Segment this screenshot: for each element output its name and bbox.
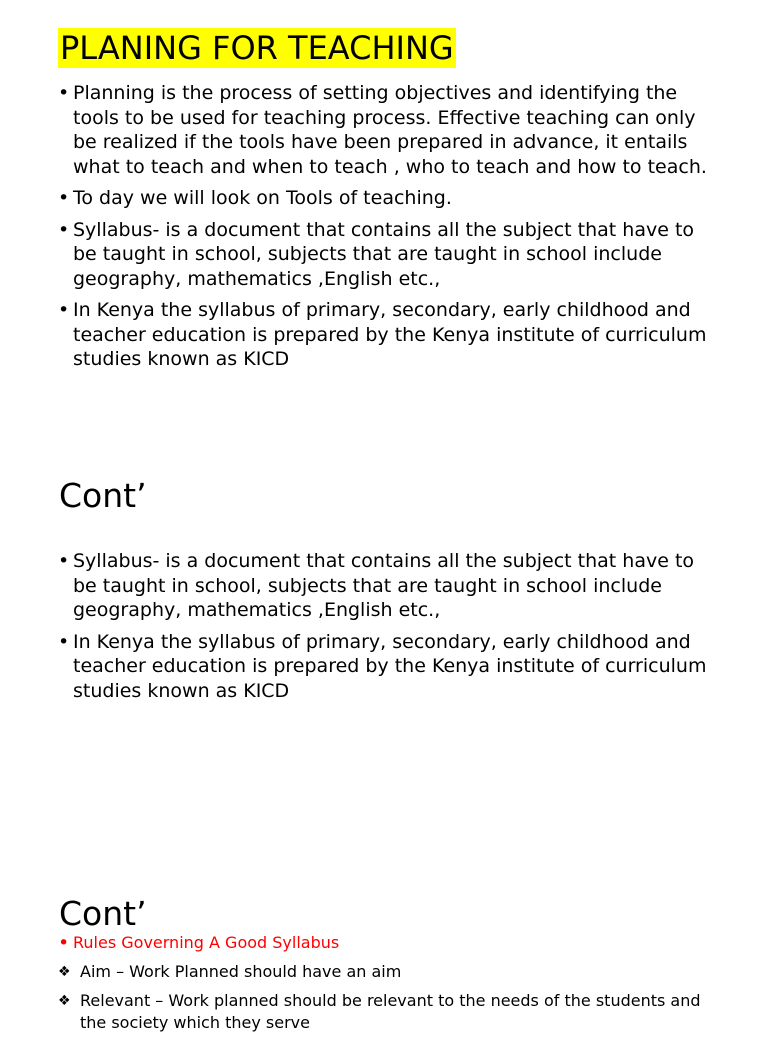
bullet-icon: • <box>58 550 70 572</box>
bullet-text: In Kenya the syllabus of primary, secondary, early childhood and teacher education is prepared by the Kenya institute of curriculum studies known as KICD <box>73 299 707 370</box>
bullet-text: Syllabus- is a document that contains all the subject that have to be taught in school, subjects that are taught in school include geography, mathematics ,English etc., <box>73 218 695 290</box>
list-item <box>58 81 708 179</box>
list-item <box>58 298 708 372</box>
slide-3 <box>0 880 768 1032</box>
list-item <box>58 630 708 704</box>
bullet-icon: • <box>58 630 70 653</box>
bullet-text: Rules Governing A Good Syllabus <box>73 933 340 952</box>
list-item <box>58 549 708 623</box>
diamond-bullet-icon: ❖ <box>58 993 71 1009</box>
slide-title: PLANING FOR TEACHING <box>60 29 454 67</box>
bullet-list <box>58 81 708 379</box>
bullet-list <box>58 549 708 710</box>
bullet-text: Aim – Work Planned should have an aim <box>80 962 402 981</box>
bullet-icon: • <box>58 218 70 241</box>
slide-2 <box>0 462 768 862</box>
bullet-text: To day we will look on Tools of teaching. <box>73 187 452 209</box>
list-item <box>58 990 708 1034</box>
bullet-text: In Kenya the syllabus of primary, secondary, early childhood and teacher education is prepared by the Kenya institute of curriculum studies known as KICD <box>73 630 707 702</box>
bullet-icon: • <box>58 82 70 104</box>
list-item <box>58 961 708 983</box>
slide-title: Cont’ <box>59 894 147 933</box>
slide-title: Cont’ <box>59 476 147 515</box>
list-item <box>58 186 708 211</box>
bullet-text: Planning is the process of setting objectives and identifying the tools to be used for teaching process. Effective teaching can only be realized if the tools have been prepared in advance, it entails what to teach and when to teach , who to teach and how to teach. <box>73 82 707 178</box>
list-item <box>58 218 708 292</box>
slide-1 <box>0 0 768 440</box>
bullet-icon: • <box>58 932 70 954</box>
diamond-bullet-icon: ❖ <box>58 964 71 980</box>
bullet-text: Syllabus- is a document that contains all the subject that have to be taught in school, subjects that are taught in school include geography, mathematics ,English etc., <box>73 550 695 621</box>
bullet-icon: • <box>58 187 70 209</box>
bullet-icon: • <box>58 299 70 321</box>
bullet-text: Relevant – Work planned should be relevant to the needs of the students and the society which they serve <box>80 991 701 1032</box>
bullet-list <box>58 932 708 1041</box>
list-item <box>58 932 708 954</box>
